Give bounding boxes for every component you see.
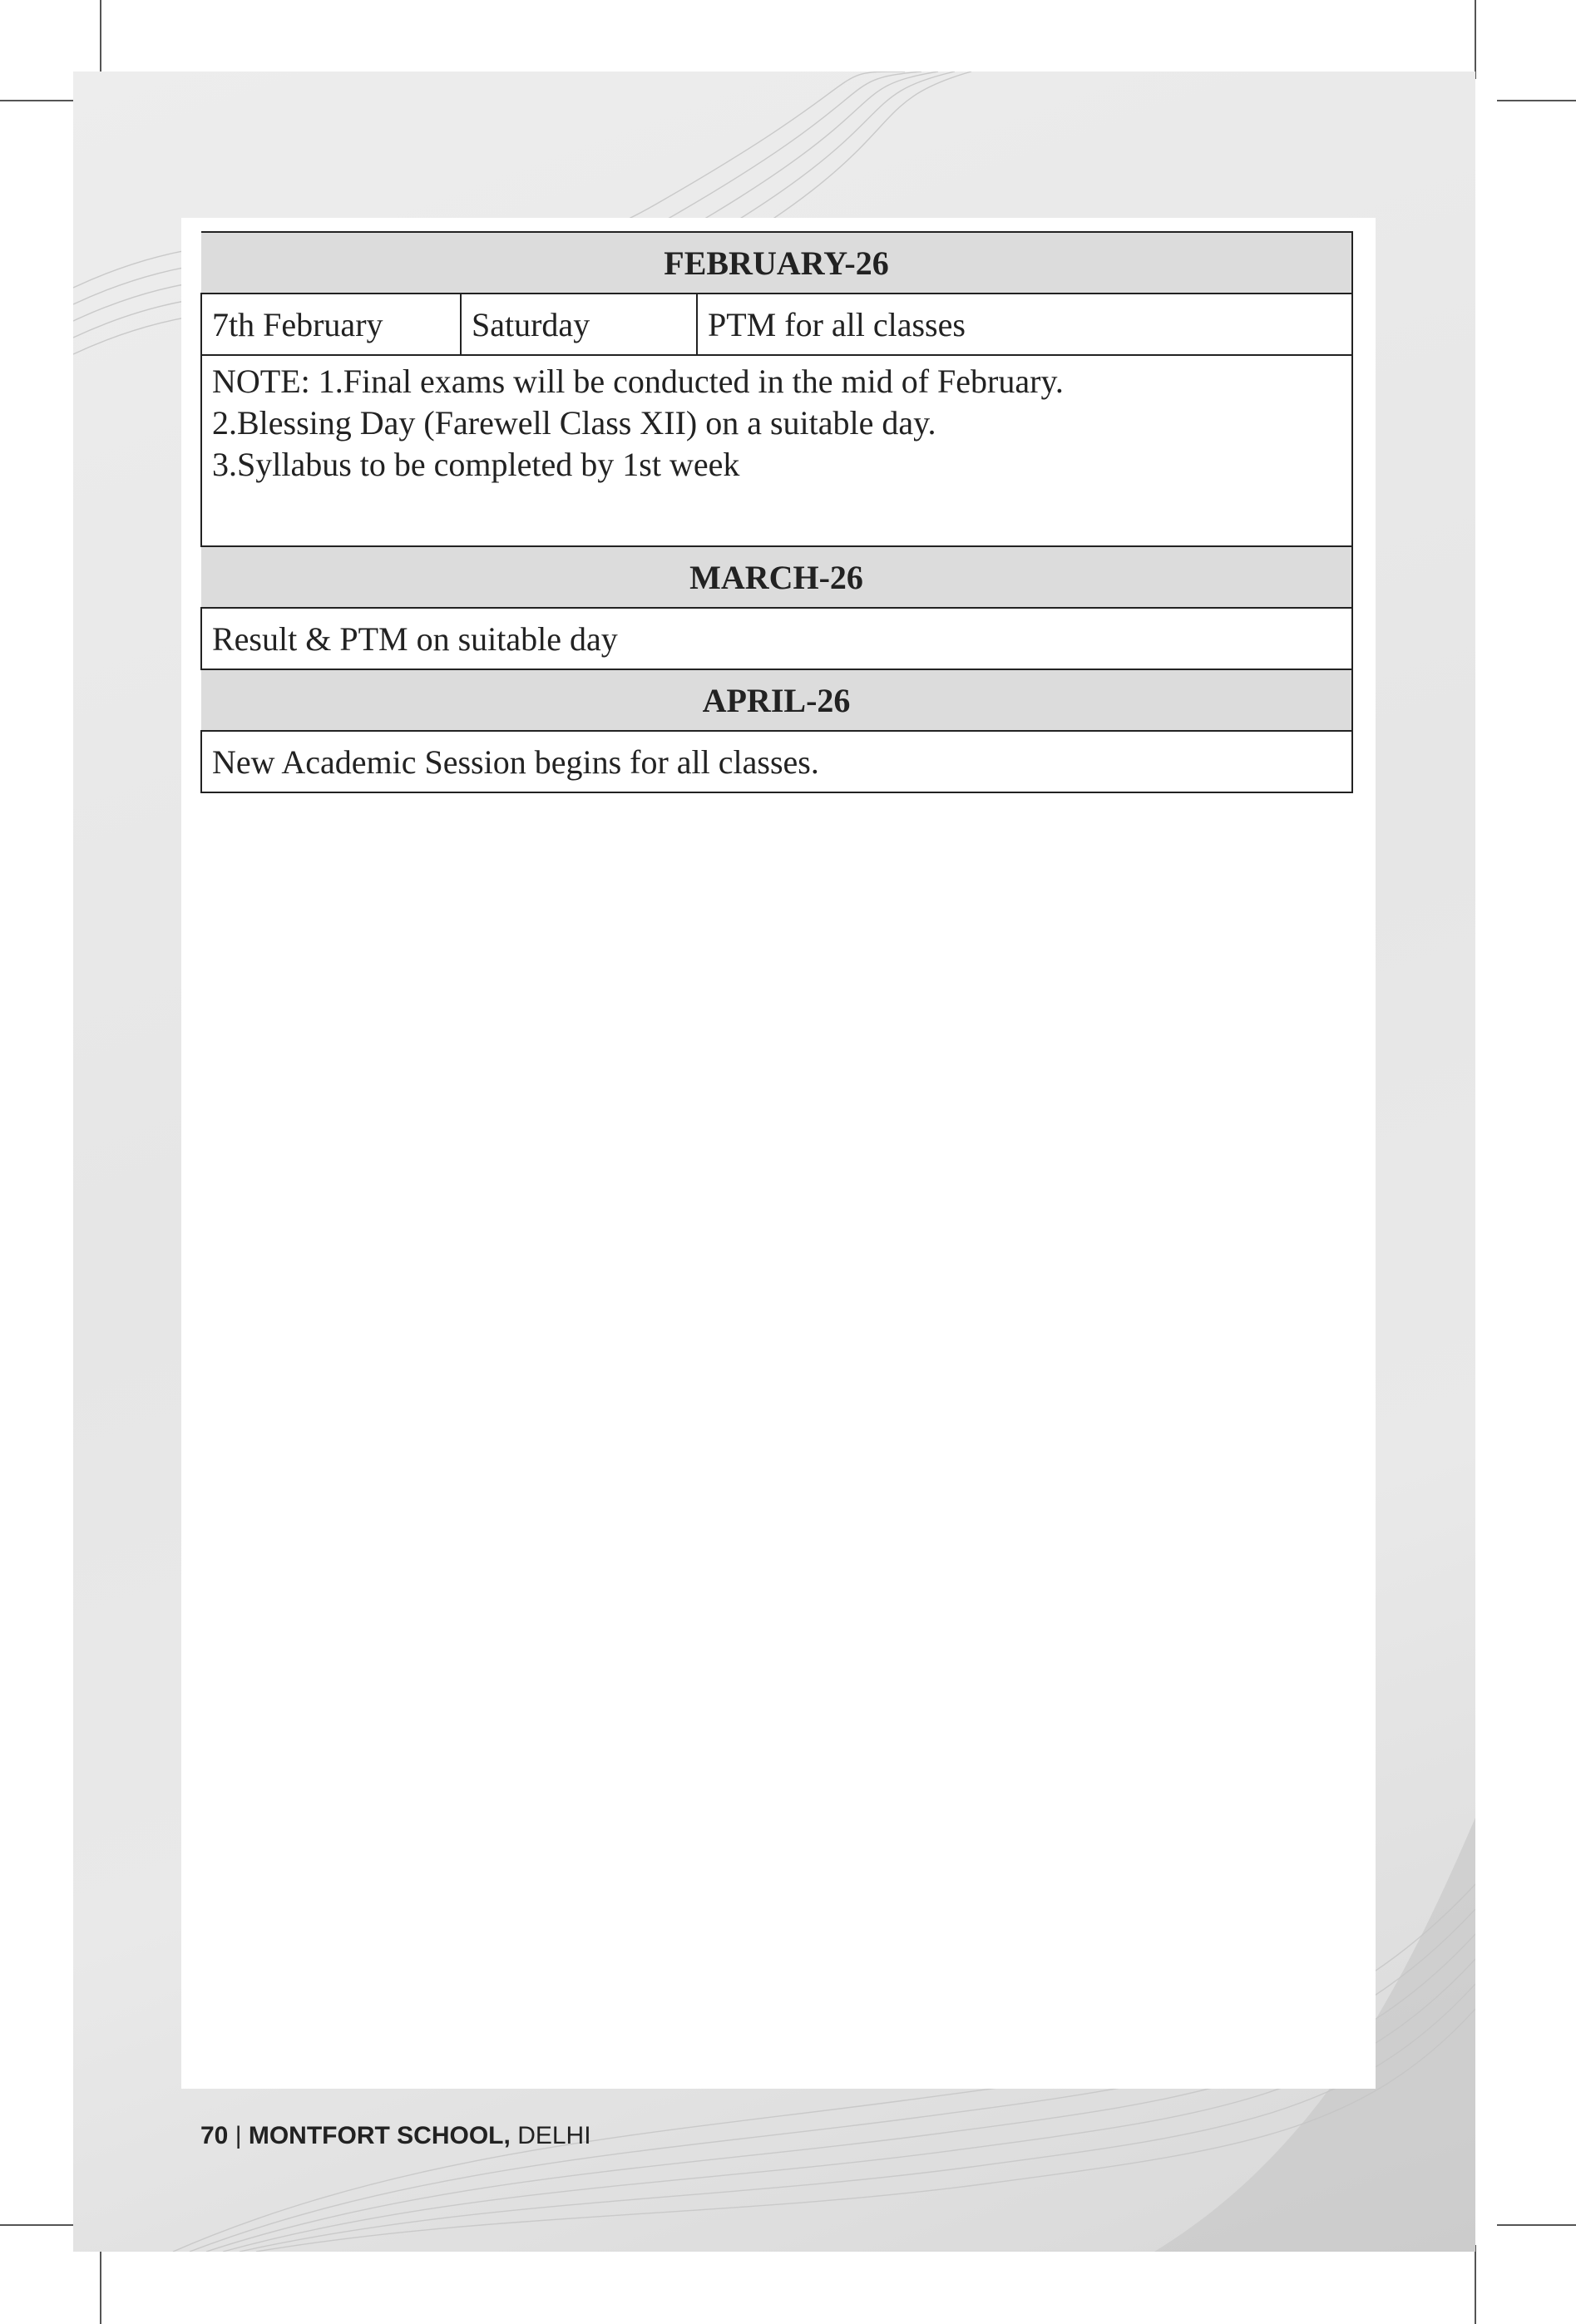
note-line: 3.Syllabus to be completed by 1st week <box>212 446 740 483</box>
month-header-row <box>201 669 1352 731</box>
march-event: Result & PTM on suitable day <box>201 608 1352 669</box>
school-city: DELHI <box>517 2122 591 2149</box>
crop-mark <box>1475 0 1476 79</box>
crop-mark <box>0 100 79 101</box>
academic-calendar-table <box>200 231 1353 793</box>
event-date: 7th February <box>201 294 461 355</box>
school-name: MONTFORT SCHOOL, <box>248 2122 511 2149</box>
crop-mark <box>1497 100 1576 101</box>
note-row <box>201 355 1352 546</box>
page-footer <box>200 2122 591 2150</box>
page-number: 70 <box>200 2122 229 2149</box>
crop-mark <box>1475 2245 1476 2324</box>
crop-mark <box>1497 2224 1576 2226</box>
table-row <box>201 608 1352 669</box>
footer-separator: | <box>235 2122 242 2149</box>
event-day: Saturday <box>461 294 697 355</box>
april-event: New Academic Session begins for all classes. <box>201 731 1352 792</box>
crop-mark <box>100 2245 101 2324</box>
month-heading-march: MARCH-26 <box>201 546 1352 608</box>
february-notes <box>201 355 1352 546</box>
month-header-row <box>201 546 1352 608</box>
event-description: PTM for all classes <box>697 294 1352 355</box>
table-row <box>201 294 1352 355</box>
crop-mark <box>100 0 101 79</box>
month-header-row <box>201 232 1352 294</box>
note-line: NOTE: 1.Final exams will be conducted in the mid of February. <box>212 363 1064 400</box>
note-line: 2.Blessing Day (Farewell Class XII) on a suitable day. <box>212 404 936 442</box>
crop-mark <box>0 2224 79 2226</box>
month-heading-february: FEBRUARY-26 <box>201 232 1352 294</box>
month-heading-april: APRIL-26 <box>201 669 1352 731</box>
table-row <box>201 731 1352 792</box>
